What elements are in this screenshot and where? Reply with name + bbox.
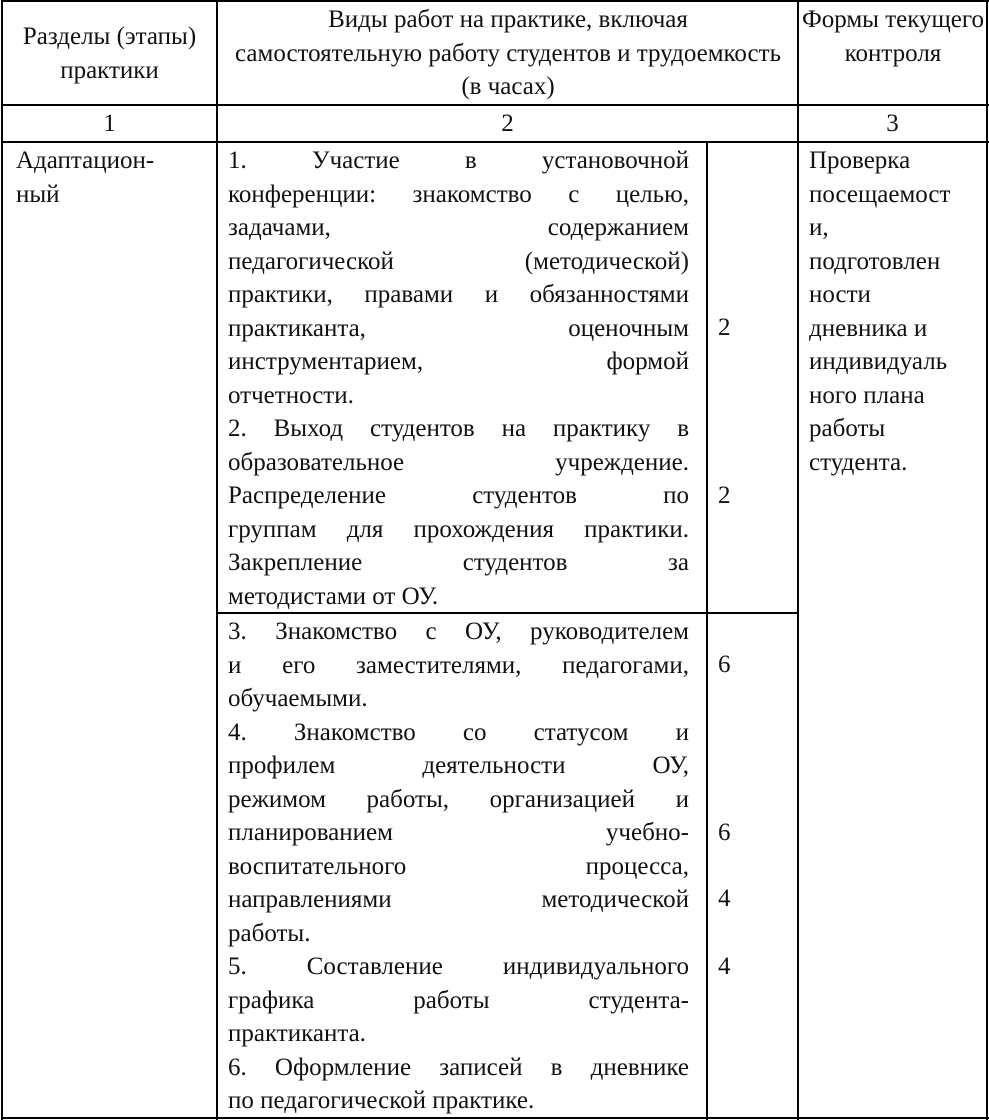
header-bottom-border <box>1 104 989 106</box>
hours-column <box>718 0 788 1120</box>
column-number-1-text: 1 <box>103 110 116 137</box>
hours-item-2: 2 <box>718 482 731 509</box>
work-line: обучаемыми. <box>228 685 368 712</box>
work-line: 6. Оформление записей в дневнике <box>228 1053 689 1081</box>
col1-right-border <box>216 0 218 1120</box>
hours-item-4: 6 <box>718 819 731 846</box>
work-line: группам для прохождения практики. <box>228 515 689 543</box>
column-number-1 <box>3 107 216 141</box>
work-line: Закрепление студентов за <box>228 549 689 576</box>
work-line: планированием учебно- <box>228 819 689 846</box>
control-line: студента. <box>809 448 908 476</box>
work-line: воспитательного процесса, <box>228 852 689 880</box>
work-line: Распределение студентов по <box>228 482 689 509</box>
work-line: задачами, содержанием <box>228 214 689 241</box>
work-line: профилем деятельности ОУ, <box>228 752 689 779</box>
hours-left-border <box>706 141 708 1120</box>
table-right-border <box>986 0 988 1120</box>
work-line: работы. <box>228 919 311 947</box>
control-line: посещаемост <box>809 180 951 208</box>
control-line: и, <box>809 214 829 241</box>
work-line: 4. Знакомство со статусом и <box>228 718 689 746</box>
work-line: 3. Знакомство с ОУ, руководителем <box>228 618 689 645</box>
work-line: отчетности. <box>228 381 354 409</box>
control-forms <box>809 144 984 479</box>
control-line: подготовлен <box>809 247 941 275</box>
work-block-1 <box>228 144 689 613</box>
work-line: режимом работы, организацией и <box>228 785 689 813</box>
work-line: графика работы студента- <box>228 986 689 1014</box>
control-line: работы <box>809 415 886 442</box>
control-line: ного плана <box>809 381 925 409</box>
header-col-control-text: Формы текущего контроля <box>801 6 985 67</box>
column-number-2-text: 2 <box>501 110 514 137</box>
control-line: ности <box>809 281 871 308</box>
header-col-sections-text: Разделы (этапы) практики <box>22 23 197 84</box>
work-block-2 <box>228 615 689 1118</box>
column-number-2 <box>218 107 797 141</box>
control-line: дневника и <box>809 314 928 342</box>
hours-item-5: 4 <box>718 885 731 912</box>
header-col-control <box>800 3 986 70</box>
hours-item-3: 6 <box>718 651 731 678</box>
work-line: педагогической (методической) <box>228 247 689 275</box>
control-line: Проверка <box>809 147 911 174</box>
hours-item-6: 4 <box>718 953 731 980</box>
work-line: 5. Составление индивидуального <box>228 953 689 980</box>
work-line: 2. Выход студентов на практику в <box>228 415 689 442</box>
header-col-sections <box>4 20 215 87</box>
work-line: практиканта. <box>228 1020 366 1047</box>
section-name <box>16 144 196 211</box>
work-line: направлениями методической <box>228 886 689 913</box>
work-line: практиканта, оценочным <box>228 314 689 342</box>
column-number-3-text: 3 <box>886 110 899 137</box>
work-line: и его заместителями, педагогами, <box>228 651 689 679</box>
table-left-border <box>1 0 3 1120</box>
control-line: индивидуаль <box>809 348 948 375</box>
table-top-border <box>1 0 989 2</box>
work-line: методистами от ОУ. <box>228 582 439 610</box>
work-line: по педагогической практике. <box>228 1087 535 1114</box>
numbers-bottom-border <box>1 141 989 143</box>
column-number-3 <box>799 107 986 141</box>
work-line: образовательное учреждение. <box>228 448 689 476</box>
work-line: практики, правами и обязанностями <box>228 281 689 308</box>
work-line: конференции: знакомство с целью, <box>228 180 689 208</box>
section-name-text: Адаптацион-ный <box>16 147 155 208</box>
work-line: 1. Участие в установочной <box>228 147 689 174</box>
work-line: инструментарием, формой <box>228 348 689 375</box>
header-col-work <box>232 3 784 104</box>
hours-item-1: 2 <box>718 314 731 341</box>
col2-right-border <box>797 0 799 1120</box>
header-col-work-text: Виды работ на практике, включая самостоятельную работу студентов и трудоемкость (в часах) <box>235 6 781 100</box>
